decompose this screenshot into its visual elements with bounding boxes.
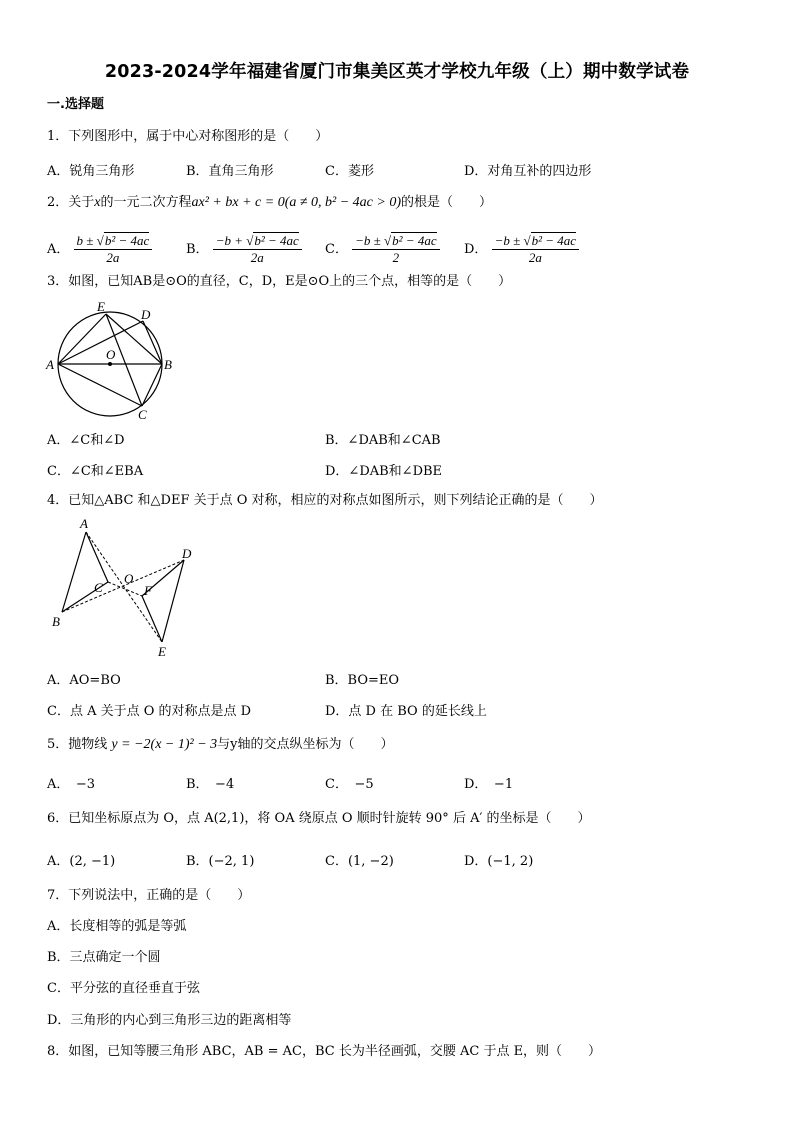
q4-option-d[interactable]: D．点 D 在 BO 的延长线上 bbox=[325, 704, 487, 719]
q2-option-b-fraction: $\frac{\text{−b + √b² − 4ac}}{2a}$ bbox=[213, 234, 302, 265]
segment-ac bbox=[58, 364, 142, 406]
q5-stem-pre: 5．抛物线 bbox=[47, 737, 108, 752]
question-6-stem: 6．已知坐标原点为 O，点 A(2,1)，将 OA 绕原点 O 顺时针旋转 90° 后 A′ 的坐标是（ ） bbox=[47, 811, 591, 826]
q6-option-c[interactable]: C．(1, −2) bbox=[325, 854, 394, 869]
q1-option-d[interactable]: D．对角互补的四边形 bbox=[464, 164, 592, 179]
q4-option-a[interactable]: A．AO=BO bbox=[47, 673, 121, 688]
q3-option-b[interactable]: B．∠DAB和∠CAB bbox=[325, 433, 441, 448]
segment-ef bbox=[142, 596, 162, 642]
q2-c-den: 2 bbox=[392, 250, 400, 265]
q5-option-b[interactable]: B． −4 bbox=[186, 777, 235, 792]
question-3-options-row1 bbox=[0, 429, 794, 457]
section-heading: 一.选择题 bbox=[47, 97, 104, 112]
q2-d-num-pre: −b ± bbox=[494, 233, 521, 248]
q5-stem-post: 与y轴的交点纵坐标为（ ） bbox=[217, 737, 394, 752]
label-f: F bbox=[144, 583, 152, 598]
question-3-options-row2 bbox=[0, 460, 794, 488]
q2-option-a[interactable] bbox=[47, 234, 152, 265]
q2-c-num-pre: −b ± bbox=[355, 233, 381, 248]
q2-a-num-pre: b ± bbox=[76, 233, 94, 248]
label-b: B bbox=[164, 357, 172, 372]
q2-b-radicand: b² − 4ac bbox=[254, 233, 299, 248]
q2-stem-post: 的根是（ ） bbox=[401, 195, 493, 210]
question-4-options-row2 bbox=[0, 700, 794, 728]
q2-option-a-fraction: $\frac{\text{b ± √b² − 4ac}}{2a}$ bbox=[74, 234, 153, 265]
q2-option-d-fraction: $\frac{\text{−b ± √b² − 4ac}}{2a}$ bbox=[492, 234, 580, 265]
segment-ab bbox=[62, 532, 86, 612]
q2-stem-pre: 2．关于 bbox=[47, 195, 95, 210]
q4-symmetry-figure bbox=[46, 514, 206, 662]
segment-de bbox=[162, 560, 184, 642]
label-a: A bbox=[46, 357, 54, 372]
question-7-stem: 7．下列说法中，正确的是（ ） bbox=[47, 888, 251, 903]
label-o: O bbox=[124, 571, 134, 586]
label-c: C bbox=[94, 580, 103, 595]
q2-a-den: 2a bbox=[106, 250, 120, 265]
page-title: 2023-2024学年福建省厦门市集美区英才学校九年级（上）期中数学试卷 bbox=[104, 62, 690, 82]
q4-option-c[interactable]: C．点 A 关于点 O 的对称点是点 D bbox=[47, 704, 252, 719]
center-point bbox=[108, 362, 112, 366]
question-5-options bbox=[0, 773, 794, 801]
segment-db bbox=[143, 321, 162, 364]
q1-option-c[interactable]: C．菱形 bbox=[325, 164, 374, 179]
q3-option-a[interactable]: A．∠C和∠D bbox=[47, 433, 125, 448]
q2-option-a-label: A． bbox=[47, 242, 70, 257]
q5-equation: y = −2(x − 1)² − 3 bbox=[111, 737, 218, 752]
q2-option-c-label: C． bbox=[325, 242, 348, 257]
label-c: C bbox=[138, 407, 147, 422]
question-4-stem: 4．已知△ABC 和△DEF 关于点 O 对称，相应的对称点如图所示，则下列结论正确的是（ ） bbox=[47, 493, 603, 508]
q7-option-c[interactable]: C．平分弦的直径垂直于弦 bbox=[47, 981, 200, 996]
q4-option-b[interactable]: B．BO=EO bbox=[325, 673, 400, 688]
label-o: O bbox=[106, 347, 116, 362]
question-4-options-row1 bbox=[0, 669, 794, 697]
q2-option-d[interactable] bbox=[464, 234, 579, 265]
q6-option-d[interactable]: D．(−1, 2) bbox=[464, 854, 534, 869]
q3-option-d[interactable]: D．∠DAB和∠DBE bbox=[325, 464, 443, 479]
segment-ad bbox=[58, 321, 143, 364]
q7-option-d[interactable]: D．三角形的内心到三角形三边的距离相等 bbox=[47, 1013, 292, 1028]
q2-option-c-fraction: $\frac{\text{−b ± √b² − 4ac}}{2}$ bbox=[352, 234, 440, 265]
q3-circle-figure bbox=[40, 296, 190, 422]
label-a: A bbox=[80, 516, 88, 531]
question-1-options bbox=[0, 160, 794, 188]
dashed-bd bbox=[62, 560, 184, 612]
q2-stem-mid: 的一元二次方程 bbox=[100, 195, 192, 210]
q3-option-c[interactable]: C．∠C和∠EBA bbox=[47, 464, 144, 479]
question-8-stem: 8．如图，已知等腰三角形 ABC，AB = AC，BC 长为半径画弧，交腰 AC 于点 E，则（ ） bbox=[47, 1044, 602, 1059]
q1-option-b[interactable]: B．直角三角形 bbox=[186, 164, 274, 179]
q5-option-d[interactable]: D． −1 bbox=[464, 777, 514, 792]
label-d: D bbox=[182, 546, 192, 561]
q6-option-a[interactable]: A．(2, −1) bbox=[47, 854, 116, 869]
q2-a-radicand: b² − 4ac bbox=[104, 233, 150, 248]
label-b: B bbox=[52, 614, 60, 629]
segment-cb bbox=[142, 364, 162, 406]
label-e: E bbox=[97, 299, 105, 314]
question-5-stem bbox=[47, 736, 394, 754]
question-2-options bbox=[0, 226, 794, 266]
q2-d-radicand: b² − 4ac bbox=[531, 233, 577, 248]
segment-ae bbox=[58, 314, 106, 364]
segment-ca bbox=[86, 532, 108, 582]
q2-equation: ax² + bx + c = 0(a ≠ 0, b² − 4ac > 0) bbox=[191, 195, 402, 210]
question-1-stem: 1．下列图形中，属于中心对称图形的是（ ） bbox=[47, 129, 329, 144]
q2-option-c[interactable] bbox=[325, 234, 440, 265]
q2-variable: x bbox=[94, 195, 101, 210]
question-2-stem bbox=[47, 194, 492, 212]
q5-option-c[interactable]: C． −5 bbox=[325, 777, 374, 792]
label-d: D bbox=[141, 307, 151, 322]
q2-option-d-label: D． bbox=[464, 242, 488, 257]
q7-option-b[interactable]: B．三点确定一个圆 bbox=[47, 950, 161, 965]
question-6-options bbox=[0, 850, 794, 878]
q2-option-b[interactable] bbox=[186, 234, 302, 265]
q6-option-b[interactable]: B．(−2, 1) bbox=[186, 854, 255, 869]
q2-b-den: 2a bbox=[250, 250, 264, 265]
q1-option-a[interactable]: A．锐角三角形 bbox=[47, 164, 135, 179]
q5-option-a[interactable]: A． −3 bbox=[47, 777, 96, 792]
label-e: E bbox=[158, 644, 166, 659]
q2-b-num-pre: −b + bbox=[215, 233, 243, 248]
q2-d-den: 2a bbox=[528, 250, 542, 265]
q7-option-a[interactable]: A．长度相等的弧是等弧 bbox=[47, 919, 187, 934]
q2-c-radicand: b² − 4ac bbox=[392, 233, 437, 248]
question-3-stem: 3．如图，已知AB是⊙O的直径，C，D，E是⊙O上的三个点，相等的是（ ） bbox=[47, 274, 512, 289]
q2-option-b-label: B． bbox=[186, 242, 209, 257]
